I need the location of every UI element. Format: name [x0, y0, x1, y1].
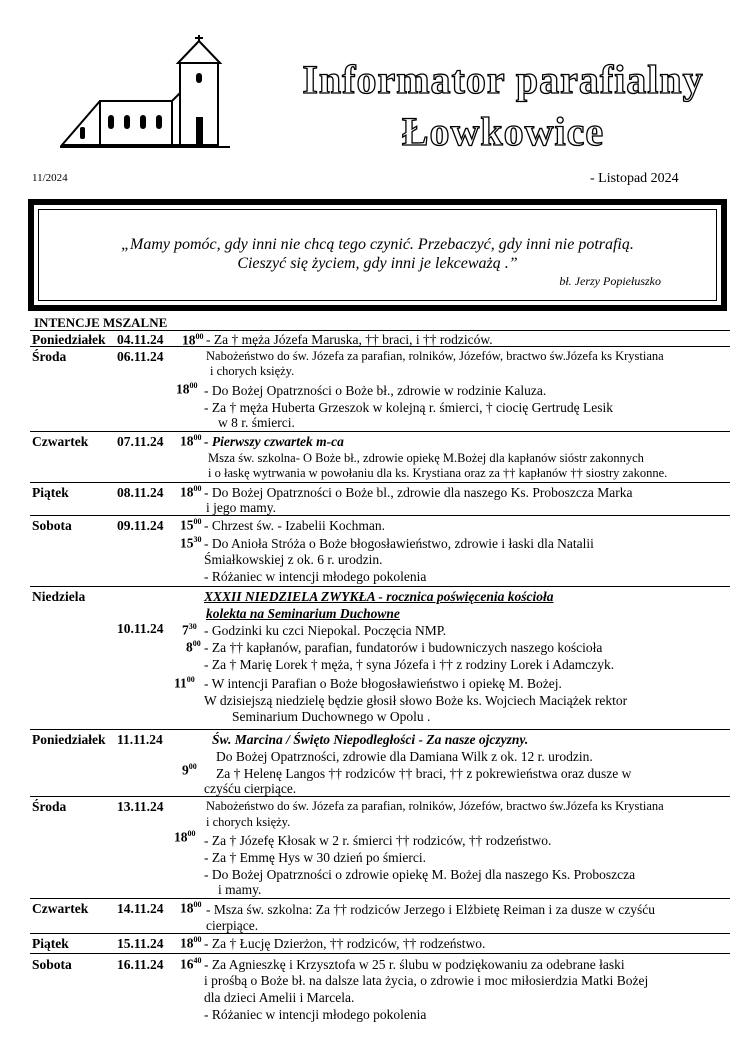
- quote-box: [28, 199, 727, 311]
- issue-month: - Listopad 2024: [590, 171, 679, 186]
- church-illustration: [60, 35, 230, 155]
- section-title: INTENCJE MSZALNE: [34, 315, 168, 330]
- quote-author: bł. Jerzy Popiełuszko: [559, 274, 661, 288]
- quote-text: „Mamy pomóc, gdy inni nie chcą tego czynić. Przebaczyć, gdy inni nie potrafią. Cieszyć się życiem, gdy inni je lekceważą .”: [121, 236, 634, 272]
- issue-number: 11/2024: [32, 172, 68, 184]
- bulletin-title: Informator parafialny: [302, 57, 704, 102]
- parish-name: Łowkowice: [401, 109, 605, 154]
